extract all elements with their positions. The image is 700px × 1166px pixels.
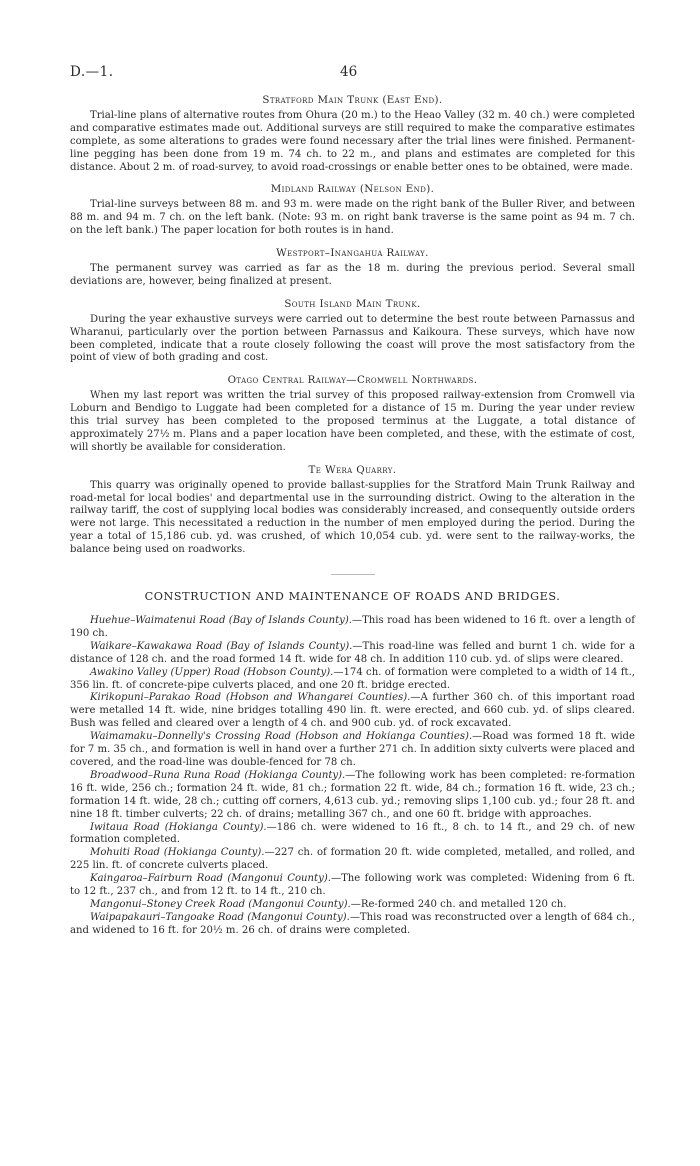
- section-heading: South Island Main Trunk.: [284, 297, 421, 310]
- road-name: Iwitaua Road (Hokianga County).: [90, 821, 267, 833]
- section-heading: Westport–Inangahua Railway.: [276, 247, 429, 260]
- section-divider: [331, 574, 375, 575]
- road-entry: [70, 770, 635, 822]
- road-entry: [70, 641, 635, 667]
- road-entry: [70, 731, 635, 770]
- road-entry: [70, 912, 635, 938]
- page-body: [70, 90, 635, 938]
- road-text: —This road-line was felled and burnt 1 ch. wide for a distance of 128 ch. and the road formed 14 ft. wide for 48 ch. In addition 110 cub. yd. of slips were cleared.: [70, 640, 635, 665]
- road-name: Broadwood–Runa Runa Road (Hokianga County).: [90, 769, 346, 781]
- road-entry: [70, 822, 635, 848]
- road-name: Awakino Valley (Upper) Road (Hobson County).: [90, 666, 334, 678]
- road-name: Huehue–Waimatenui Road (Bay of Islands County).: [90, 615, 352, 626]
- section-heading: Stratford Main Trunk (East End).: [262, 94, 443, 106]
- road-text: —A further 360 ch. of this important road were metalled 14 ft. wide, nine bridges totalling 490 lin. ft. were erected, and 660 cub. yd. of slips cleared. Bush was felled and cleared over a length of 4 ch. and 900 cub. yd. of rock excavated.: [70, 692, 635, 730]
- section-paragraph: When my last report was written the trial survey of this proposed railway-extension from Cromwell via Loburn and Bendigo to Luggate had been completed for a distance of 15 m. During the year under review this trial survey has been completed to the proposed terminus at the Luggate, a total distance of approximately 27½ m. Plans and a paper location have been completed, and these, with the estimate of cost, will shortly be available for consideration.: [70, 390, 635, 453]
- road-text: —186 ch. were widened to 16 ft., 8 ch. to 14 ft., and 29 ch. of new formation completed.: [70, 821, 635, 846]
- section-paragraph: The permanent survey was carried as far as the 18 m. during the previous period. Several small deviations are, however, being finalized at present.: [70, 262, 635, 287]
- page-number: 46: [340, 64, 358, 80]
- road-entry: [70, 873, 635, 899]
- section-heading: Te Wera Quarry.: [308, 463, 397, 476]
- road-name: Mohuiti Road (Hokianga County).: [90, 847, 265, 859]
- road-text: —The following work has been completed: re-formation 16 ft. wide, 256 ch.; formation 24 ft. wide, 81 ch.; formation 22 ft. wide, 84 ch.; formation 16 ft. wide, 23 ch.; formation 14 ft. wide, 28 ch.; cutting off corners, 4,613 cub. yd.; removing slips 1,100 cub. yd.; four 28 ft. and nine 18 ft. timber culverts; 22 ch. of drains; metalling 367 ch., and one 60 ft. bridge with approaches.: [70, 769, 635, 820]
- section-paragraph: During the year exhaustive surveys were carried out to determine the best route between Parnassus and Wharanui, particularly over the portion between Parnassus and Kaikoura. These surveys, which have now been completed, indicate that a route closely following the coast will prove the most satisfactory from the point of view of both grading and cost.: [70, 313, 635, 364]
- roads-heading: CONSTRUCTION AND MAINTENANCE OF ROADS AND BRIDGES.: [144, 590, 561, 604]
- road-name: Waimamaku–Donnelly's Crossing Road (Hobson and Hokianga Counties).: [90, 731, 473, 743]
- section-paragraph: This quarry was originally opened to provide ballast-supplies for the Stratford Main Trunk Railway and road-metal for local bodies' and departmental use in the surrounding district. Owing to the alteration in the railway tariff, the cost of supplying local bodies was considerably increased, and consequently outside orders were not large. This necessitated a reduction in the number of men employed during the period. During the year a total of 15,186 cub. yd. was crushed, of which 10,054 cub. yd. were sent to the railway-works, the balance being used on roadworks.: [70, 479, 635, 556]
- road-entry: [70, 899, 635, 912]
- road-name: Mangonui–Stoney Creek Road (Mangonui County).: [90, 898, 351, 910]
- road-text: —Re-formed 240 ch. and metalled 120 ch.: [350, 898, 567, 910]
- road-name: Waikare–Kawakawa Road (Bay of Islands County).: [90, 640, 353, 652]
- road-name: Waipapakauri–Tangoake Road (Mangonui County).: [90, 911, 350, 923]
- road-entry: [70, 692, 635, 731]
- section-heading: Midland Railway (Nelson End).: [270, 183, 435, 196]
- road-text: —174 ch. of formation were completed to a width of 14 ft., 356 lin. ft. of concrete-pipe culverts placed, and one 20 ft. bridge erected.: [70, 666, 635, 691]
- road-entry: [70, 615, 635, 641]
- section-paragraph: Trial-line plans of alternative routes from Ohura (20 m.) to the Heao Valley (32 m. 40 ch.) were completed and comparative estimates made out. Additional surveys are still required to make the comparative estimates complete, as some alterations to grades were found necessary after the trial lines were finished. Permanent-line pegging has been done from 19 m. 74 ch. to 22 m., and plans and estimates are completed for this distance. About 2 m. of road-survey, to avoid road-crossings or enable better ones to be obtained, were made.: [70, 109, 635, 173]
- road-text: —This road has been widened to 16 ft. over a length of 190 ch.: [70, 615, 635, 639]
- road-name: Kaingaroa–Fairburn Road (Mangonui County).: [90, 873, 331, 885]
- road-entry: [70, 847, 635, 873]
- road-name: Kirikopuni–Parakao Road (Hobson and Whangarei Counties).: [90, 692, 411, 704]
- section-heading: Otago Central Railway—Cromwell Northwards.: [227, 374, 478, 387]
- section-paragraph: Trial-line surveys between 88 m. and 93 m. were made on the right bank of the Buller River, and between 88 m. and 94 m. 7 ch. on the left bank. (Note: 93 m. on right bank traverse is the same point as 94 m. 7 ch. on the left bank.) The paper location for both routes is in hand.: [70, 199, 635, 237]
- road-text: —Road was formed 18 ft. wide for 7 m. 35 ch., and formation is well in hand over a further 271 ch. In addition sixty culverts were placed and covered, and the road-line was double-fenced for 78 ch.: [70, 731, 635, 768]
- road-text: —This road was reconstructed over a length of 684 ch., and widened to 16 ft. for 20½ m. 26 ch. of drains were completed.: [70, 911, 635, 936]
- document-reference: D.—1.: [70, 64, 114, 80]
- road-text: —The following work was completed: Widening from 6 ft. to 12 ft., 237 ch., and from 12 ft. to 14 ft., 210 ch.: [70, 873, 635, 898]
- road-text: —227 ch. of formation 20 ft. wide completed, metalled, and rolled, and 225 lin. ft. of concrete culverts placed.: [70, 847, 635, 872]
- road-entry: [70, 667, 635, 693]
